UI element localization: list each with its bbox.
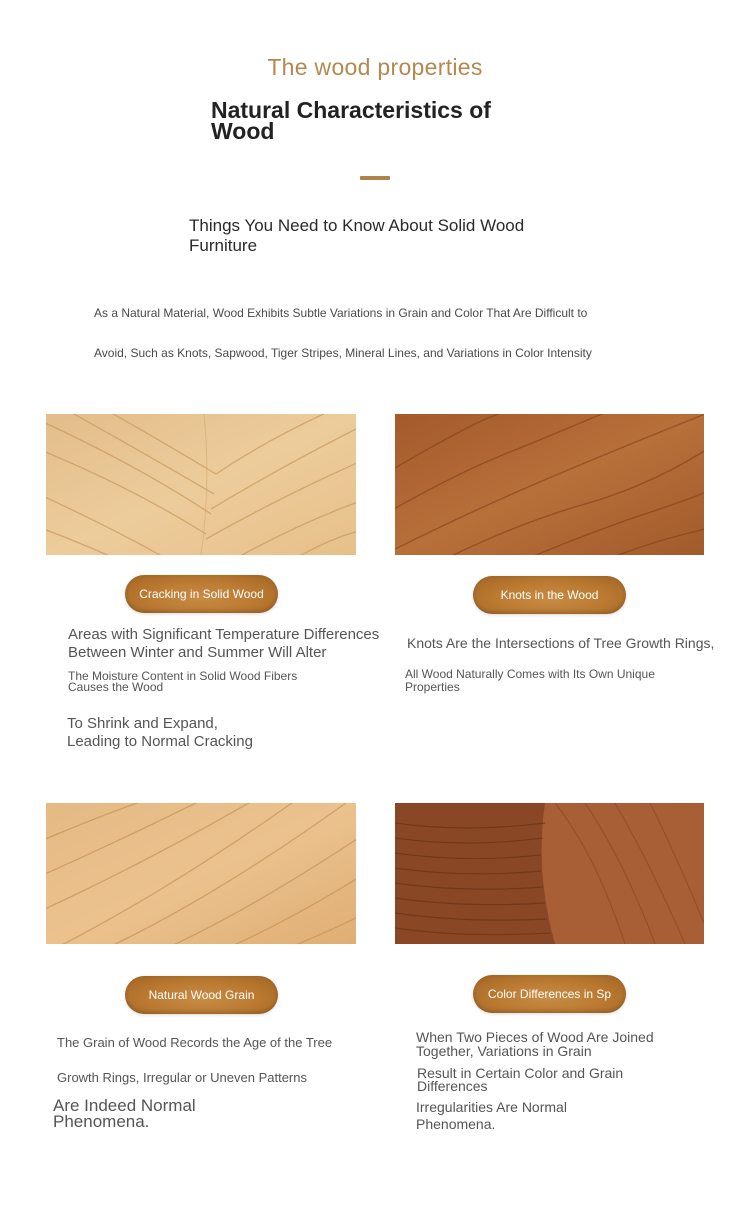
cracking-desc-line: Causes the Wood (68, 680, 164, 694)
page-title-line: Natural Characteristics of (211, 97, 491, 123)
title-divider (360, 176, 390, 180)
grain-desc-line: Growth Rings, Irregular or Uneven Patterns (57, 1070, 307, 1085)
page-title-line: Wood (211, 118, 275, 144)
grain-desc-line: Phenomena. (53, 1112, 150, 1131)
category-pill-knots[interactable]: Knots in the Wood (473, 576, 626, 614)
intro-text-line: As a Natural Material, Wood Exhibits Subtle Variations in Grain and Color That Are Difficult to (94, 306, 588, 320)
cracking-desc-line: The Moisture Content in Solid Wood Fibers (68, 669, 298, 683)
category-pill-cracking[interactable]: Cracking in Solid Wood (125, 575, 278, 613)
color-desc-line: Result in Certain Color and Grain (417, 1065, 624, 1081)
color-desc-line: When Two Pieces of Wood Are Joined (416, 1029, 654, 1045)
color-desc-line: Together, Variations in Grain (416, 1043, 592, 1059)
subtitle-line: Things You Need to Know About Solid Wood (189, 216, 525, 235)
wood-photo-knots (395, 414, 704, 555)
color-desc-line: Irregularities Are Normal (416, 1099, 567, 1115)
subtitle-line: Furniture (189, 236, 258, 255)
knots-desc-line: Properties (405, 680, 460, 694)
color-desc-line: Phenomena. (416, 1116, 496, 1132)
grain-desc-line: The Grain of Wood Records the Age of the Tree (57, 1035, 333, 1050)
wood-photo-color (395, 803, 704, 944)
grain-desc-line: Are Indeed Normal (53, 1096, 196, 1115)
section-subtitle (189, 216, 569, 256)
cracking-desc-line: Between Winter and Summer Will Alter (68, 644, 327, 661)
knots-desc-line: Knots Are the Intersections of Tree Growth Rings, (407, 635, 715, 651)
wood-photo-cracking (46, 414, 356, 555)
cracking-desc-line: Areas with Significant Temperature Differences (68, 626, 380, 643)
wood-photo-grain (46, 803, 356, 944)
intro-text-line: Avoid, Such as Knots, Sapwood, Tiger Stripes, Mineral Lines, and Variations in Color Intensity (94, 346, 592, 360)
cracking-desc-line: To Shrink and Expand, (67, 715, 218, 732)
color-desc-line: Differences (417, 1078, 488, 1094)
knots-desc-line: All Wood Naturally Comes with Its Own Unique (405, 667, 655, 681)
cracking-desc-line: Leading to Normal Cracking (67, 733, 253, 750)
category-pill-grain[interactable]: Natural Wood Grain (125, 976, 278, 1014)
section-eyebrow: The wood properties (267, 54, 483, 80)
category-pill-color[interactable]: Color Differences in Sp (473, 975, 626, 1013)
page-title (211, 97, 531, 144)
